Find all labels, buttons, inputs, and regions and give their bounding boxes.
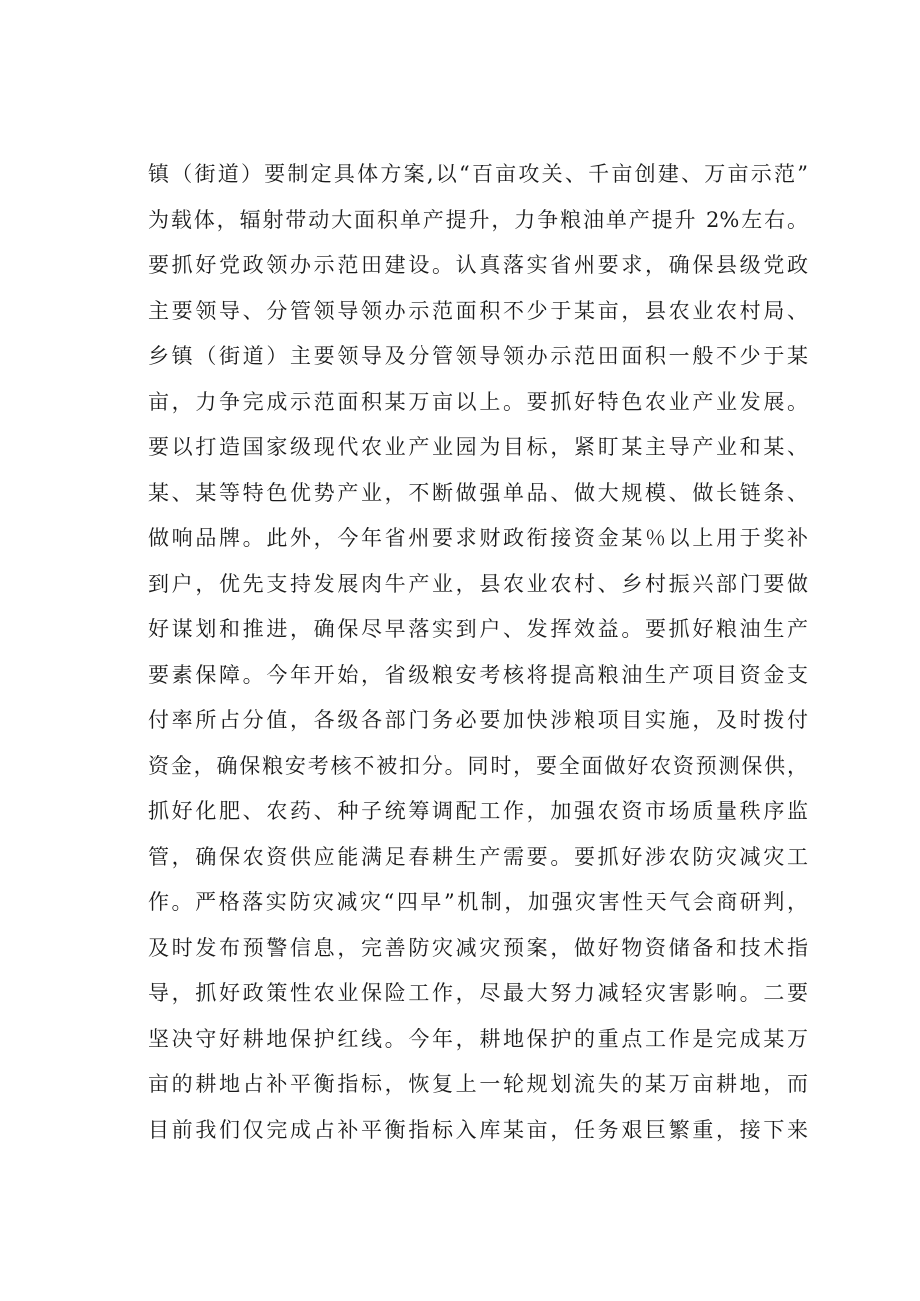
text-line: 付率所占分值，各级各部门务必要加快涉粮项目实施，及时拨付 [148, 708, 808, 732]
text-line: 坚决守好耕地保护红线。今年，耕地保护的重点工作是完成某万 [148, 1026, 808, 1051]
text-line: 亩的耕地占补平衡指标，恢复上一轮规划流失的某万亩耕地，而 [148, 1072, 808, 1096]
body-text [148, 152, 808, 1153]
text-line: 要抓好党政领办示范田建设。认真落实省州要求，确保县级党政 [148, 253, 808, 277]
text-line: 目前我们仅完成占补平衡指标入库某亩，任务艰巨繁重，接下来 [148, 1117, 808, 1142]
text-line: 到户，优先支持发展肉牛产业，县农业农村、乡村振兴部门要做 [148, 571, 808, 596]
text-line: 资金，确保粮安考核不被扣分。同时，要全面做好农资预测保供， [148, 753, 808, 778]
text-line: 乡镇（街道）主要领导及分管领导领办示范田面积一般不少于某 [148, 344, 808, 368]
text-line: 主要领导、分管领导领办示范面积不少于某亩，县农业农村局、 [148, 298, 808, 323]
text-line: 导，抓好政策性农业保险工作，尽最大努力减轻灾害影响。二要 [148, 981, 808, 1005]
text-line: 作。严格落实防灾减灾“四早”机制，加强灾害性天气会商研判， [148, 890, 808, 914]
text-line: 抓好化肥、农药、种子统筹调配工作，加强农资市场质量秩序监 [148, 799, 808, 823]
text-line: 好谋划和推进，确保尽早落实到户、发挥效益。要抓好粮油生产 [148, 617, 808, 641]
text-line: 某、某等特色优势产业，不断做强单品、做大规模、做长链条、 [148, 480, 808, 505]
text-line: 管，确保农资供应能满足春耕生产需要。要抓好涉农防灾减灾工 [148, 844, 808, 869]
text-line: 要素保障。今年开始，省级粮安考核将提高粮油生产项目资金支 [148, 662, 808, 687]
text-line: 亩，力争完成示范面积某万亩以上。要抓好特色农业产业发展。 [148, 389, 808, 414]
text-line: 镇（街道）要制定具体方案,以“百亩攻关、千亩创建、万亩示范” [148, 162, 808, 186]
text-line: 要以打造国家级现代农业产业园为目标，紧盯某主导产业和某、 [148, 435, 808, 459]
text-line: 做响品牌。此外，今年省州要求财政衔接资金某％以上用于奖补 [148, 526, 808, 550]
text-line: 为载体，辐射带动大面积单产提升，力争粮油单产提升 2%左右。 [148, 207, 808, 232]
text-line: 及时发布预警信息，完善防灾减灾预案，做好物资储备和技术指 [148, 935, 808, 960]
